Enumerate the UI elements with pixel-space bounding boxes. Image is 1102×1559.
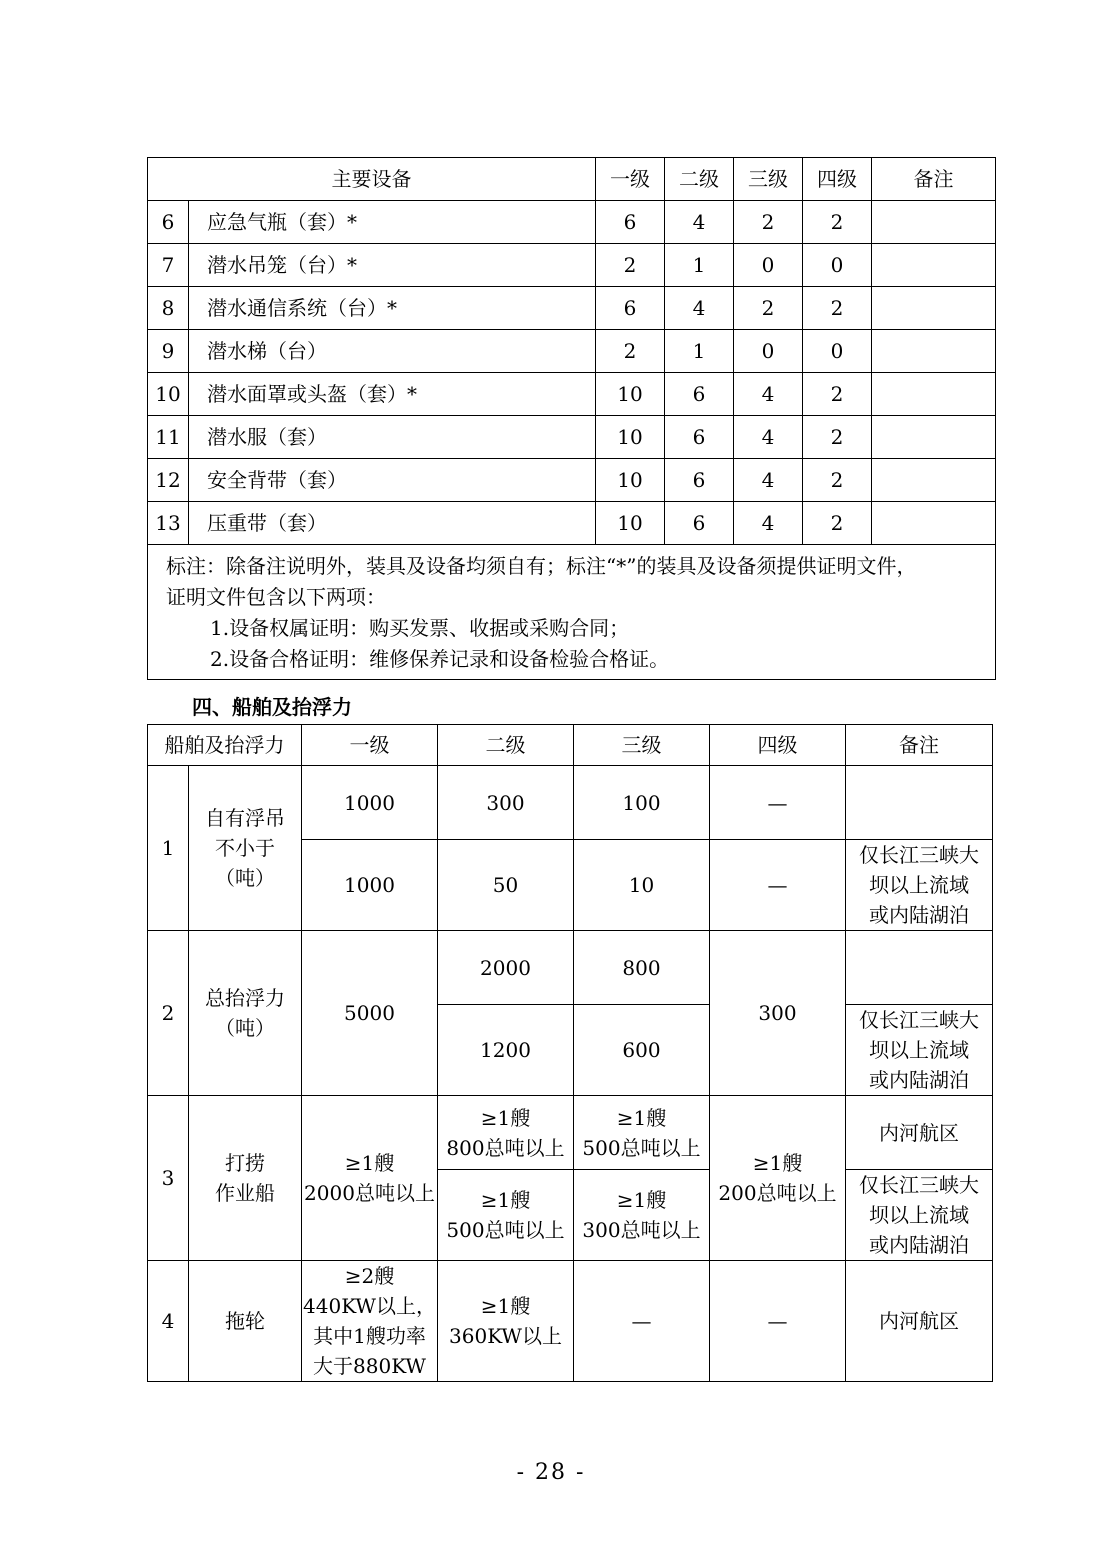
remark-line: 仅长江三峡大	[859, 1173, 979, 1197]
table-row	[148, 931, 993, 1005]
value-line: 300总吨以上	[582, 1218, 701, 1242]
row-number: 6	[148, 201, 189, 244]
name-line: 打捞	[225, 1151, 265, 1175]
level-3-value: 100	[574, 766, 710, 840]
remark-cell	[872, 201, 996, 244]
level-4-value: 2	[803, 201, 872, 244]
table-row	[148, 766, 993, 840]
value-line: ≥1艘	[480, 1294, 531, 1318]
level-4-value: 2	[803, 373, 872, 416]
remark-cell	[872, 244, 996, 287]
header-level-3: 三级	[574, 725, 710, 766]
level-3-value: 4	[734, 459, 803, 502]
row-number: 1	[148, 766, 189, 931]
equipment-name: 潜水服（套）	[189, 416, 596, 459]
level-2-value: 1200	[438, 1005, 574, 1096]
level-4-value: 300	[710, 931, 846, 1096]
table-row	[148, 373, 996, 416]
equipment-name: 潜水吊笼（台）*	[189, 244, 596, 287]
value-line: 440KW以上，	[303, 1294, 436, 1318]
equipment-name: 潜水面罩或头盔（套）*	[189, 373, 596, 416]
value-line: 360KW以上	[449, 1324, 562, 1348]
header-remark: 备注	[846, 725, 993, 766]
level-1-value: 2	[596, 244, 665, 287]
remark-cell: 内河航区	[846, 1096, 993, 1170]
table-row	[148, 502, 996, 545]
level-3-value: 10	[574, 840, 710, 931]
equipment-name: 潜水梯（台）	[189, 330, 596, 373]
level-2-value: 4	[665, 287, 734, 330]
level-2-value: 6	[665, 373, 734, 416]
level-3-value: 600	[574, 1005, 710, 1096]
level-1-value: 10	[596, 502, 665, 545]
header-level-4: 四级	[803, 158, 872, 201]
row-number: 4	[148, 1261, 189, 1382]
level-1-value: 10	[596, 459, 665, 502]
table-row	[148, 459, 996, 502]
level-1-value: 1000	[302, 766, 438, 840]
table-row	[148, 244, 996, 287]
equipment-name: 潜水通信系统（台）*	[189, 287, 596, 330]
remark-cell	[846, 1005, 993, 1096]
value-line: ≥1艘	[616, 1188, 667, 1212]
row-number: 12	[148, 459, 189, 502]
level-2-value	[438, 1096, 574, 1170]
level-4-value: 0	[803, 330, 872, 373]
remark-line: 坝以上流域	[869, 1203, 969, 1227]
level-3-value: 2	[734, 287, 803, 330]
vessel-name	[189, 1096, 302, 1261]
level-2-value: 4	[665, 201, 734, 244]
remark-cell	[872, 459, 996, 502]
level-3-value	[574, 1096, 710, 1170]
row-number: 8	[148, 287, 189, 330]
level-4-value: 2	[803, 502, 872, 545]
header-level-1: 一级	[596, 158, 665, 201]
value-line: ≥1艘	[752, 1151, 803, 1175]
level-4-value: —	[710, 840, 846, 931]
row-number: 11	[148, 416, 189, 459]
equipment-name: 压重带（套）	[189, 502, 596, 545]
note-row	[148, 545, 996, 680]
remark-cell	[872, 330, 996, 373]
value-line: 2000总吨以上	[304, 1181, 435, 1205]
remark-line: 坝以上流域	[869, 873, 969, 897]
remark-line: 或内陆湖泊	[869, 903, 969, 927]
remark-cell: 内河航区	[846, 1261, 993, 1382]
level-4-value	[710, 1096, 846, 1261]
level-1-value: 2	[596, 330, 665, 373]
row-number: 10	[148, 373, 189, 416]
value-line: ≥2艘	[344, 1264, 395, 1288]
header-level-2: 二级	[665, 158, 734, 201]
level-3-value: —	[574, 1261, 710, 1382]
level-3-value: 4	[734, 373, 803, 416]
row-number: 2	[148, 931, 189, 1096]
value-line: 大于880KW	[313, 1354, 426, 1378]
level-2-value: 6	[665, 459, 734, 502]
level-3-value: 800	[574, 931, 710, 1005]
remark-cell	[872, 373, 996, 416]
name-line: （吨）	[215, 866, 275, 890]
table-row	[148, 416, 996, 459]
remark-line: 仅长江三峡大	[859, 1008, 979, 1032]
vessel-table	[147, 724, 993, 1382]
name-line: 自有浮吊	[205, 806, 285, 830]
section-title: 四、船舶及抬浮力	[192, 695, 352, 719]
remark-cell	[846, 1170, 993, 1261]
header-item: 主要设备	[148, 158, 596, 201]
level-2-value: 50	[438, 840, 574, 931]
remark-line: 或内陆湖泊	[869, 1068, 969, 1092]
level-3-value: 4	[734, 502, 803, 545]
value-line: 200总吨以上	[718, 1181, 837, 1205]
level-3-value: 0	[734, 244, 803, 287]
header-remark: 备注	[872, 158, 996, 201]
level-1-value	[302, 1261, 438, 1382]
vessel-name: 拖轮	[189, 1261, 302, 1382]
level-4-value: —	[710, 766, 846, 840]
value-line: ≥1艘	[480, 1105, 531, 1130]
header-level-2: 二级	[438, 725, 574, 766]
table-row	[148, 330, 996, 373]
remark-cell	[872, 287, 996, 330]
level-1-value: 5000	[302, 931, 438, 1096]
table-row	[148, 1261, 993, 1382]
row-number: 13	[148, 502, 189, 545]
table-row	[148, 1096, 993, 1170]
level-1-value: 6	[596, 201, 665, 244]
remark-cell	[846, 840, 993, 931]
name-line: （吨）	[215, 1016, 275, 1040]
value-line: 其中1艘功率	[313, 1324, 426, 1348]
value-line: 500总吨以上	[446, 1218, 565, 1242]
level-3-value: 4	[734, 416, 803, 459]
level-4-value: 0	[803, 244, 872, 287]
vessel-name	[189, 766, 302, 931]
level-1-value: 6	[596, 287, 665, 330]
remark-line: 或内陆湖泊	[869, 1233, 969, 1257]
row-number: 3	[148, 1096, 189, 1261]
level-2-value	[438, 1261, 574, 1382]
remark-cell	[872, 502, 996, 545]
remark-cell	[872, 416, 996, 459]
level-2-value: 1	[665, 330, 734, 373]
note-line: 证明文件包含以下两项：	[166, 585, 386, 609]
value-line: ≥1艘	[344, 1151, 395, 1175]
note-cell	[148, 545, 996, 680]
level-1-value	[302, 1096, 438, 1261]
note-item: 1.设备权属证明：购买发票、收据或采购合同；	[210, 616, 630, 640]
level-2-value: 300	[438, 766, 574, 840]
level-1-value: 10	[596, 373, 665, 416]
remark-line: 仅长江三峡大	[859, 843, 979, 867]
header-level-3: 三级	[734, 158, 803, 201]
header-level-1: 一级	[302, 725, 438, 766]
level-2-value: 6	[665, 416, 734, 459]
level-3-value	[574, 1170, 710, 1261]
name-line: 作业船	[215, 1181, 275, 1205]
page-number: - 28 -	[516, 1460, 586, 1485]
equipment-name: 应急气瓶（套）*	[189, 201, 596, 244]
table-row	[148, 201, 996, 244]
remark-cell	[846, 931, 993, 1005]
level-4-value: 2	[803, 287, 872, 330]
level-1-value: 1000	[302, 840, 438, 931]
table-row	[148, 287, 996, 330]
level-4-value: 2	[803, 416, 872, 459]
table-header-row	[148, 158, 996, 201]
vessel-name	[189, 931, 302, 1096]
level-3-value: 2	[734, 201, 803, 244]
name-line: 不小于	[215, 836, 275, 860]
value-line: ≥1艘	[480, 1188, 531, 1212]
remark-line: 坝以上流域	[869, 1038, 969, 1062]
row-number: 9	[148, 330, 189, 373]
equipment-table	[147, 157, 996, 680]
value-line: 500总吨以上	[582, 1135, 701, 1160]
value-line: ≥1艘	[616, 1105, 667, 1130]
level-1-value: 10	[596, 416, 665, 459]
level-2-value: 6	[665, 502, 734, 545]
value-line: 800总吨以上	[446, 1135, 565, 1160]
name-line: 总抬浮力	[205, 986, 285, 1010]
level-4-value: 2	[803, 459, 872, 502]
level-4-value: —	[710, 1261, 846, 1382]
table-header-row	[148, 725, 993, 766]
note-item: 2.设备合格证明：维修保养记录和设备检验合格证。	[210, 647, 670, 671]
level-3-value: 0	[734, 330, 803, 373]
level-2-value: 2000	[438, 931, 574, 1005]
header-item: 船舶及抬浮力	[148, 725, 302, 766]
level-2-value: 1	[665, 244, 734, 287]
remark-cell	[846, 766, 993, 840]
note-line: 标注：除备注说明外，装具及设备均须自有；标注“*”的装具及设备须提供证明文件，	[166, 554, 917, 578]
header-level-4: 四级	[710, 725, 846, 766]
row-number: 7	[148, 244, 189, 287]
equipment-name: 安全背带（套）	[189, 459, 596, 502]
level-2-value	[438, 1170, 574, 1261]
